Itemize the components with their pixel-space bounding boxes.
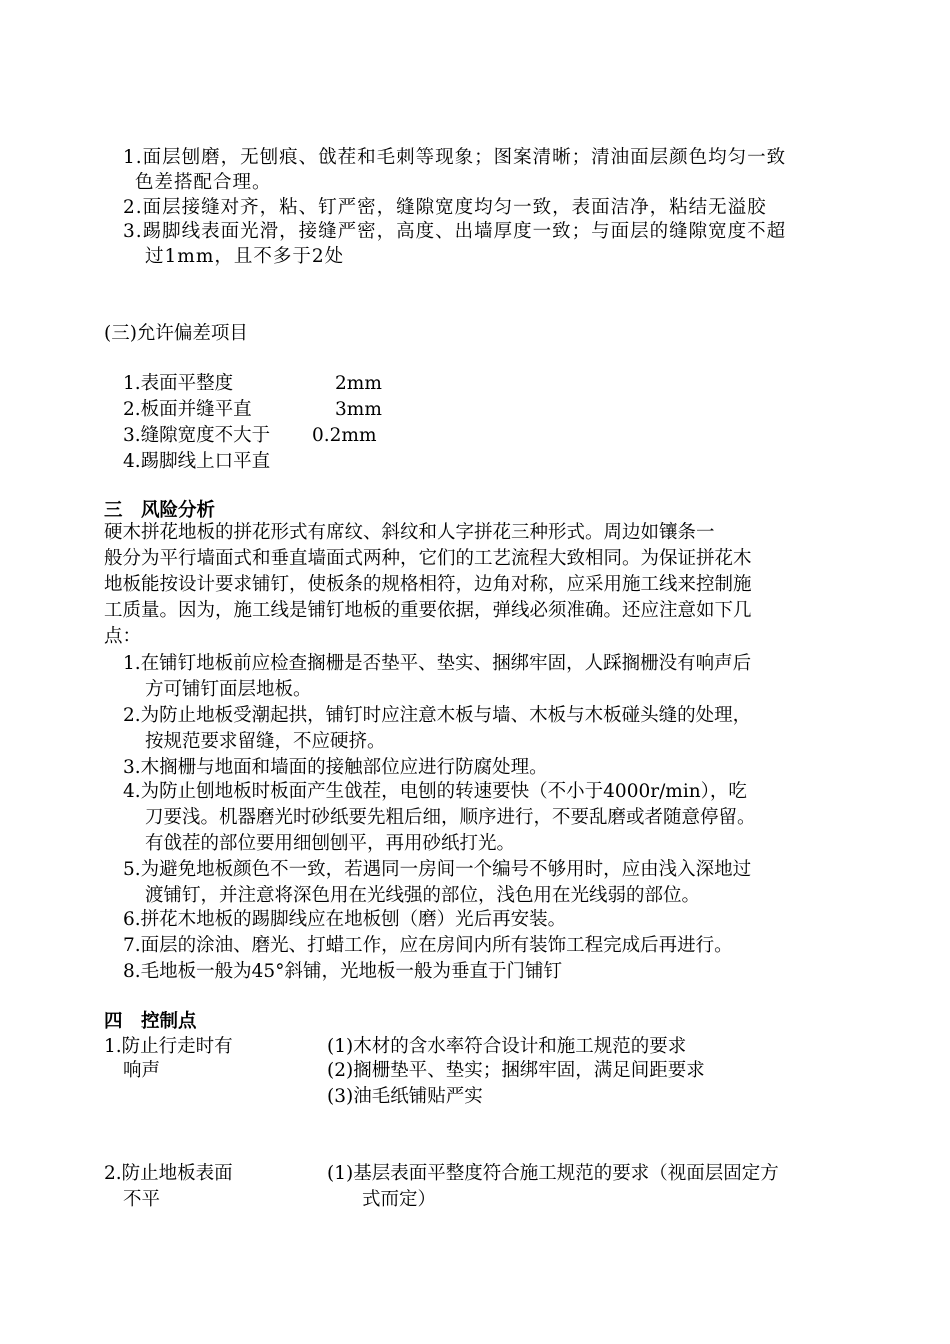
risk-item: 1.在铺钉地板前应检查搁栅是否垫平、垫实、捆绑牢固，人踩搁栅没有响声后 [123,653,752,674]
risk-paragraph-line: 点： [104,626,142,647]
risk-item-cont: 按规范要求留缝，不应硬挤。 [145,731,386,752]
risk-heading: 三 风险分析 [104,500,216,521]
risk-paragraph-line: 工质量。因为，施工线是铺钉地板的重要依据，弹线必须准确。还应注意如下几 [104,600,752,621]
risk-item-cont: 渡铺钉，并注意将深色用在光线强的部位，浅色用在光线弱的部位。 [145,885,701,906]
quality-item-2: 2.面层接缝对齐，粘、钉严密，缝隙宽度均匀一致，表面洁净，粘结无溢胶 [123,197,767,218]
risk-item: 2.为防止地板受潮起拱，铺钉时应注意木板与墙、木板与木板碰头缝的处理， [123,705,752,726]
deviation-item-label: 4.踢脚线上口平直 [123,451,271,472]
deviation-heading: (三)允许偏差项目 [104,323,248,344]
deviation-item-value: 2mm [335,373,382,394]
deviation-item-value: 0.2mm [312,425,377,446]
risk-item-cont: 方可铺钉面层地板。 [145,679,312,700]
control-point: (1)木材的含水率符合设计和施工规范的要求 [327,1036,687,1057]
risk-paragraph-line: 硬木拼花地板的拼花形式有席纹、斜纹和人字拼花三种形式。周边如镶条一 [104,522,715,543]
risk-item: 8.毛地板一般为45°斜铺，光地板一般为垂直于门铺钉 [123,961,562,982]
control-item-label: 2.防止地板表面 [104,1163,233,1184]
deviation-item-label: 2.板面并缝平直 [123,399,252,420]
control-point-cont: 式而定） [362,1189,437,1210]
risk-item: 7.面层的涂油、磨光、打蜡工作，应在房间内所有装饰工程完成后再进行。 [123,935,733,956]
deviation-item-label: 1.表面平整度 [123,373,234,394]
quality-item-3-cont: 过1mm，且不多于2处 [145,246,345,267]
risk-item: 6.拼花木地板的踢脚线应在地板刨（磨）光后再安装。 [123,909,567,930]
control-item-label-cont: 不平 [123,1189,161,1210]
quality-item-1-cont: 色差搭配合理。 [135,172,272,193]
risk-paragraph-line: 般分为平行墙面式和垂直墙面式两种，它们的工艺流程大致相同。为保证拼花木 [104,548,752,569]
risk-item: 5.为避免地板颜色不一致，若遇同一房间一个编号不够用时，应由浅入深地过 [123,859,752,880]
control-point: (1)基层表面平整度符合施工规范的要求（视面层固定方 [327,1163,779,1184]
risk-paragraph-line: 地板能按设计要求铺钉，使板条的规格相符，边角对称，应采用施工线来控制施 [104,574,752,595]
control-point: (2)搁栅垫平、垫实；捆绑牢固，满足间距要求 [327,1060,705,1081]
deviation-item-label: 3.缝隙宽度不大于 [123,425,271,446]
deviation-item-value: 3mm [335,399,382,420]
control-heading: 四 控制点 [104,1011,197,1032]
risk-item: 3.木搁栅与地面和墙面的接触部位应进行防腐处理。 [123,757,548,778]
control-item-label-cont: 响声 [123,1060,161,1081]
risk-item-cont: 有戗茬的部位要用细刨刨平，再用砂纸打光。 [145,833,516,854]
risk-item-cont: 刀要浅。机器磨光时砂纸要先粗后细，顺序进行，不要乱磨或者随意停留。 [145,807,756,828]
quality-item-3: 3.踢脚线表面光滑，接缝严密，高度、出墙厚度一致；与面层的缝隙宽度不超 [123,221,787,242]
control-item-label: 1.防止行走时有 [104,1036,233,1057]
risk-item: 4.为防止刨地板时板面产生戗茬，电刨的转速要快（不小于4000r/min），吃 [123,781,747,802]
quality-item-1: 1.面层刨磨，无刨痕、戗茬和毛刺等现象；图案清晰；清油面层颜色均匀一致 [123,147,787,168]
control-point: (3)油毛纸铺贴严实 [327,1086,483,1107]
